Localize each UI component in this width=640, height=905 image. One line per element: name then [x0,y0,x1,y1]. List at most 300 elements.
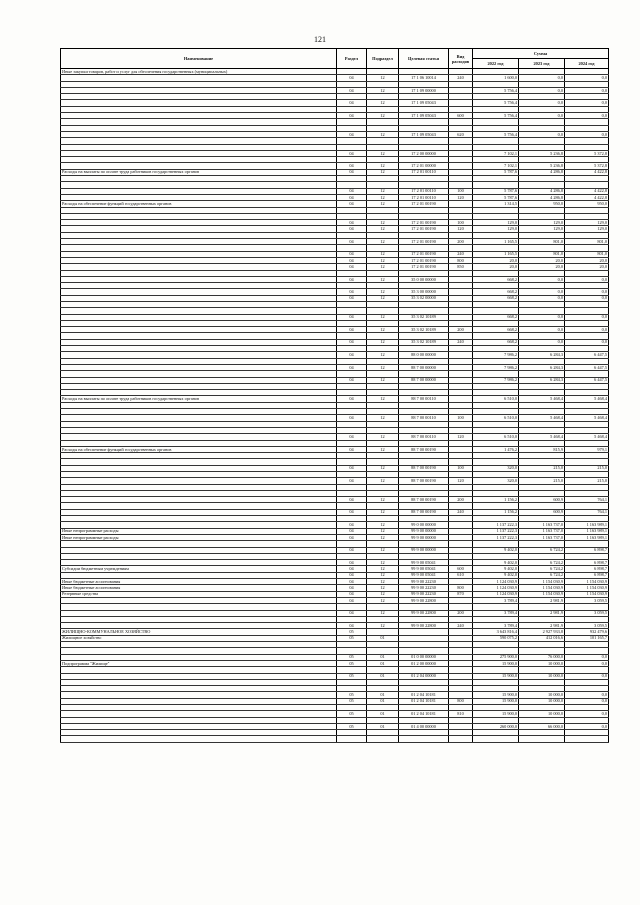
row-sum-2022: 7 986,2 [473,364,519,370]
row-subsection: 12 [367,113,399,119]
row-target-article: 35 3 00 00000 [399,289,449,295]
row-sum-2024: 6 898,7 [565,560,609,566]
row-target-article: 17 1 09 05043 [399,113,449,119]
row-section: 04 [337,257,367,263]
row-sum-2022: 1 156,2 [473,509,519,515]
row-sum-2022: 1 124 030,9 [473,585,519,591]
row-sum-2023: 4 286,8 [519,194,565,200]
row-sum-2024: 6 447,5 [565,352,609,358]
row-sum-2022: 15 900,0 [473,711,519,717]
row-expense-type [449,736,473,742]
row-sum-2024: 0,0 [565,673,609,679]
row-sum-2023: 0,0 [519,75,565,81]
row-subsection: 01 [367,654,399,660]
row-subsection: 12 [367,276,399,282]
row-target-article: 88 7 00 00190 [399,465,449,471]
row-sum-2024: 1 163 989,1 [565,528,609,534]
row-subsection: 12 [367,220,399,226]
row-sum-2023: 5 468,4 [519,415,565,421]
row-sum-2023: 801,0 [519,251,565,257]
row-subsection: 01 [367,711,399,717]
row-sum-2022: 129,0 [473,220,519,226]
row-target-article: 88 7 00 00190 [399,509,449,515]
row-subsection: 12 [367,75,399,81]
row-sum-2024: 3 059,5 [565,610,609,616]
row-expense-type: 600 [449,113,473,119]
row-sum-2022: 15 900,0 [473,698,519,704]
row-sum-2024: 0,0 [565,698,609,704]
row-target-article: 01 2 04 00000 [399,673,449,679]
row-expense-type: 600 [449,566,473,572]
row-target-article: 17 2 01 00190 [399,264,449,270]
row-section: 04 [337,194,367,200]
row-sum-2022: 9 402,0 [473,560,519,566]
row-sum-2023: 1 154 030,9 [519,591,565,597]
row-expense-type: 240 [449,251,473,257]
row-sum-2023: 215,0 [519,478,565,484]
row-subsection: 12 [367,239,399,245]
row-target-article: 88 0 00 00000 [399,352,449,358]
row-subsection: 12 [367,434,399,440]
row-sum-2022: 9 402,0 [473,572,519,578]
row-sum-2024: 0,0 [565,327,609,333]
row-sum-2022: 668,2 [473,327,519,333]
row-sum-2023: 0,0 [519,327,565,333]
row-section: 04 [337,597,367,603]
row-section: 04 [337,264,367,270]
row-expense-type: 870 [449,591,473,597]
row-sum-2022: 320,0 [473,478,519,484]
row-sum-2024: 0,0 [565,654,609,660]
row-section: 04 [337,560,367,566]
row-sum-2023: 0,0 [519,295,565,301]
row-section: 04 [337,87,367,93]
row-sum-2022: 7 102,1 [473,150,519,156]
row-sum-2023: 0,0 [519,289,565,295]
row-subsection: 01 [367,723,399,729]
row-name [61,736,337,742]
row-section: 04 [337,327,367,333]
row-sum-2022: 5 787,6 [473,188,519,194]
row-sum-2024 [565,736,609,742]
row-sum-2022: 5 756,4 [473,113,519,119]
row-sum-2022: 668,2 [473,339,519,345]
row-target-article: 17 2 01 00190 [399,201,449,207]
row-expense-type: 120 [449,226,473,232]
row-target-article: 99 9 00 22230 [399,591,449,597]
row-expense-type: 100 [449,415,473,421]
row-sum-2023: 2 927 933,8 [519,629,565,635]
row-sum-2024: 6 898,7 [565,547,609,553]
row-subsection: 12 [367,497,399,503]
row-sum-2022: 668,2 [473,314,519,320]
row-sum-2023: 0,0 [519,100,565,106]
row-sum-2023: 5 468,4 [519,396,565,402]
row-sum-2022: 275 900,0 [473,654,519,660]
row-sum-2023: 5 236,8 [519,163,565,169]
row-sum-2023: 600,9 [519,509,565,515]
row-section: 04 [337,163,367,169]
row-subsection: 12 [367,591,399,597]
row-sum-2022: 7 986,2 [473,352,519,358]
row-target-article: 99 9 00 22230 [399,585,449,591]
row-expense-type: 850 [449,264,473,270]
row-section: 05 [337,723,367,729]
row-sum-2024: 0,0 [565,113,609,119]
row-name: Иные непрограммные расходы [61,528,337,534]
row-sum-2024: 0,0 [565,276,609,282]
row-sum-2023: 1 163 737,0 [519,528,565,534]
row-target-article [399,736,449,742]
row-sum-2022: 20,0 [473,257,519,263]
row-sum-2023: 129,0 [519,226,565,232]
row-section: 04 [337,610,367,616]
row-sum-2023: 6 284,3 [519,377,565,383]
row-sum-2024: 764,1 [565,497,609,503]
table-body [61,69,609,743]
row-sum-2023: 1 154 030,9 [519,579,565,585]
header-expense-type: Вид расходов [449,49,473,69]
row-sum-2024: 1 154 030,9 [565,591,609,597]
row-subsection: 12 [367,364,399,370]
row-subsection: 12 [367,522,399,528]
row-target-article: 99 9 00 22230 [399,579,449,585]
row-subsection: 12 [367,560,399,566]
row-subsection: 12 [367,169,399,175]
row-sum-2022: 3 643 816,4 [473,629,519,635]
row-sum-2024: 4 422,8 [565,194,609,200]
row-subsection: 12 [367,131,399,137]
row-name: Иные непрограммные расходы [61,534,337,540]
row-subsection: 12 [367,352,399,358]
row-section: 04 [337,169,367,175]
row-section: 04 [337,75,367,81]
row-sum-2024: 215,0 [565,465,609,471]
row-sum-2023: 600,9 [519,497,565,503]
row-section: 04 [337,534,367,540]
row-target-article: 88 7 00 00110 [399,415,449,421]
row-name: Иные бюджетные ассигнования [61,579,337,585]
row-section: 04 [337,579,367,585]
row-sum-2022: 1 137 222,3 [473,528,519,534]
row-sum-2023: 0,0 [519,276,565,282]
row-name: Расходы на выплаты по оплате труда работников государственных органов [61,396,337,402]
row-name: Расходы на обеспечение функций государственных органов [61,446,337,452]
row-subsection: 12 [367,566,399,572]
row-sum-2022: 15 900,0 [473,692,519,698]
row-sum-2024: 5 468,4 [565,415,609,421]
row-subsection: 12 [367,163,399,169]
row-expense-type: 240 [449,339,473,345]
row-sum-2023: 412 016,6 [519,635,565,641]
row-subsection: 12 [367,201,399,207]
row-subsection: 12 [367,377,399,383]
row-sum-2023: 66 000,0 [519,723,565,729]
row-section: 04 [337,446,367,452]
row-section: 04 [337,201,367,207]
header-year-2023: 2023 год [519,59,565,69]
row-expense-type: 200 [449,239,473,245]
row-section: 04 [337,295,367,301]
row-sum-2024: 0,0 [565,289,609,295]
row-expense-type: 240 [449,509,473,515]
row-sum-2023: 801,0 [519,239,565,245]
row-target-article: 88 7 00 00000 [399,364,449,370]
row-target-article: 99 9 00 00000 [399,547,449,553]
row-sum-2022: 3 789,4 [473,597,519,603]
row-sum-2024: 0,0 [565,660,609,666]
row-section: 04 [337,364,367,370]
row-sum-2023: 10 000,0 [519,692,565,698]
row-subsection: 12 [367,547,399,553]
row-sum-2023: 4 286,8 [519,169,565,175]
header-year-2022: 2022 год [473,59,519,69]
row-section: 04 [337,339,367,345]
row-target-article: 35 3 02 10189 [399,314,449,320]
row-sum-2022: 590 075,2 [473,635,519,641]
row-sum-2024: 0,0 [565,295,609,301]
row-target-article: 88 7 00 00190 [399,497,449,503]
row-subsection: 12 [367,100,399,106]
row-subsection: 12 [367,188,399,194]
row-sum-2022: 5 787,6 [473,169,519,175]
row-sum-2022: 5 787,6 [473,194,519,200]
row-section: 04 [337,528,367,534]
row-target-article: 17 2 00 00000 [399,150,449,156]
row-sum-2024: 801,0 [565,239,609,245]
row-expense-type: 800 [449,698,473,704]
row-sum-2024: 1 154 030,9 [565,579,609,585]
row-sum-2022: 20,0 [473,264,519,270]
row-sum-2022: 1 165,5 [473,251,519,257]
row-subsection: 12 [367,314,399,320]
row-sum-2023: 2 981,9 [519,623,565,629]
row-sum-2023: 1 154 030,9 [519,585,565,591]
row-target-article: 17 2 01 00190 [399,251,449,257]
row-sum-2023: 6 724,2 [519,572,565,578]
row-sum-2024: 0,0 [565,314,609,320]
header-subsection: Подраздел [367,49,399,69]
row-expense-type: 240 [449,75,473,81]
row-target-article: 01 2 04 10181 [399,692,449,698]
row-sum-2022: 6 510,0 [473,396,519,402]
row-sum-2023: 129,0 [519,220,565,226]
row-sum-2024: 20,0 [565,257,609,263]
header-target-article: Целевая статья [399,49,449,69]
row-section: 04 [337,396,367,402]
row-subsection: 12 [367,528,399,534]
row-section: 04 [337,220,367,226]
row-section: 04 [337,585,367,591]
row-sum-2024: 6 898,7 [565,572,609,578]
header-name: Наименование [61,49,337,69]
row-section: 05 [337,673,367,679]
row-target-article: 88 7 00 00190 [399,478,449,484]
row-sum-2023: 5 236,8 [519,150,565,156]
row-subsection: 12 [367,610,399,616]
row-target-article: 88 7 00 00110 [399,434,449,440]
row-expense-type: 240 [449,623,473,629]
row-expense-type: 120 [449,478,473,484]
row-expense-type: 610 [449,572,473,578]
row-sum-2023: 6 724,2 [519,560,565,566]
row-sum-2024: 0,0 [565,131,609,137]
row-name: Иные закупки товаров, работ и услуг для обеспечения государственных (муниципальных) [61,69,337,75]
row-subsection: 01 [367,673,399,679]
row-sum-2023: 2 981,9 [519,597,565,603]
row-target-article: 17 2 01 00190 [399,220,449,226]
row-subsection: 01 [367,635,399,641]
row-sum-2024: 6 898,7 [565,566,609,572]
row-sum-2023: 10 000,0 [519,673,565,679]
row-sum-2023: 6 284,3 [519,352,565,358]
row-sum-2024: 0,0 [565,723,609,729]
row-subsection: 12 [367,597,399,603]
row-target-article: 01 2 04 10181 [399,698,449,704]
row-sum-2024: 0,0 [565,339,609,345]
row-sum-2022: 1 124 030,9 [473,579,519,585]
row-sum-2023: 6 284,3 [519,364,565,370]
row-sum-2024: 101 165,7 [565,635,609,641]
row-section: 04 [337,131,367,137]
row-name: Субсидии бюджетным учреждениям [61,566,337,572]
row-sum-2023: 0,0 [519,339,565,345]
row-target-article: 99 9 00 00000 [399,528,449,534]
budget-table [60,48,609,743]
row-section: 05 [337,660,367,666]
row-target-article: 35 3 02 10189 [399,339,449,345]
row-subsection: 12 [367,585,399,591]
row-section: 04 [337,434,367,440]
row-sum-2023: 2 981,9 [519,610,565,616]
row-target-article: 17 2 01 00190 [399,257,449,263]
row-section: 04 [337,150,367,156]
row-sum-2022: 7 102,1 [473,163,519,169]
row-sum-2022: 129,0 [473,226,519,232]
row-target-article: 99 9 00 22800 [399,597,449,603]
row-sum-2022: 15 900,0 [473,673,519,679]
row-target-article: 17 1 06 10014 [399,75,449,81]
row-sum-2023: 0,0 [519,113,565,119]
row-sum-2024: 6 447,5 [565,377,609,383]
row-sum-2024: 129,0 [565,220,609,226]
row-section: 04 [337,572,367,578]
row-subsection: 12 [367,579,399,585]
row-sum-2023: 4 286,8 [519,188,565,194]
row-target-article: 99 9 00 05041 [399,566,449,572]
row-sum-2024: 764,1 [565,509,609,515]
row-sum-2023: 10 000,0 [519,660,565,666]
row-sum-2024: 0,0 [565,87,609,93]
row-sum-2022: 1 137 222,3 [473,534,519,540]
row-sum-2024: 0,0 [565,75,609,81]
row-section: 04 [337,377,367,383]
row-sum-2023: 950,0 [519,201,565,207]
row-expense-type: 120 [449,194,473,200]
row-target-article: 88 7 00 00110 [399,396,449,402]
row-sum-2022: 9 402,0 [473,566,519,572]
row-target-article: 99 9 00 22800 [399,623,449,629]
row-expense-type: 100 [449,188,473,194]
row-sum-2024: 4 422,8 [565,169,609,175]
row-sum-2022: 668,2 [473,276,519,282]
row-subsection: 12 [367,251,399,257]
row-subsection: 12 [367,478,399,484]
row-section: 04 [337,465,367,471]
row-subsection: 12 [367,327,399,333]
row-name: ЖИЛИЩНО-КОММУНАЛЬНОЕ ХОЗЯЙСТВО [61,629,337,635]
row-subsection: 12 [367,226,399,232]
row-target-article: 88 7 00 00000 [399,377,449,383]
row-subsection: 01 [367,698,399,704]
row-sum-2022: 1 600,0 [473,75,519,81]
row-target-article: 17 2 01 00190 [399,226,449,232]
row-section: 04 [337,415,367,421]
row-subsection: 12 [367,150,399,156]
row-sum-2024: 5 372,8 [565,163,609,169]
row-expense-type: 100 [449,220,473,226]
row-section: 05 [337,629,367,635]
row-expense-type: 120 [449,434,473,440]
row-target-article: 17 2 01 00110 [399,188,449,194]
row-section: 04 [337,352,367,358]
row-target-article: 01 2 00 00000 [399,660,449,666]
row-sum-2022: 668,2 [473,289,519,295]
row-target-article: 35 3 02 10189 [399,327,449,333]
row-target-article: 35 3 02 00000 [399,295,449,301]
row-sum-2023: 0,0 [519,87,565,93]
row-sum-2022: 6 510,0 [473,415,519,421]
row-sum-2023: 815,9 [519,446,565,452]
row-sum-2022: 3 789,4 [473,623,519,629]
row-section: 04 [337,289,367,295]
row-sum-2024: 1 163 989,1 [565,534,609,540]
row-sum-2022: 1 476,2 [473,446,519,452]
row-sum-2024: 979,1 [565,446,609,452]
row-section: 04 [337,226,367,232]
row-sum-2024: 950,0 [565,201,609,207]
row-sum-2022: 320,0 [473,465,519,471]
row-subsection: 01 [367,660,399,666]
row-subsection: 12 [367,339,399,345]
row-subsection: 12 [367,264,399,270]
row-target-article: 17 2 01 00190 [399,239,449,245]
row-sum-2023: 6 724,2 [519,566,565,572]
row-section: 04 [337,591,367,597]
row-target-article: 17 2 01 00000 [399,163,449,169]
row-sum-2024: 932 479,6 [565,629,609,635]
row-target-article: 17 1 09 05043 [399,100,449,106]
row-target-article: 17 2 01 00110 [399,169,449,175]
row-sum-2024: 5 372,8 [565,150,609,156]
row-sum-2023: 1 163 737,0 [519,522,565,528]
row-target-article: 01 0 00 00000 [399,654,449,660]
row-sum-2024: 20,0 [565,264,609,270]
row-sum-2024: 6 447,5 [565,364,609,370]
row-subsection: 12 [367,465,399,471]
row-expense-type: 810 [449,711,473,717]
row-section: 04 [337,497,367,503]
row-expense-type: 800 [449,257,473,263]
header-sum: Сумма [473,49,609,59]
row-name: Иные бюджетные ассигнования [61,585,337,591]
row-sum-2024: 1 154 030,9 [565,585,609,591]
row-section: 04 [337,566,367,572]
row-subsection: 12 [367,509,399,515]
row-target-article: 17 2 01 00110 [399,194,449,200]
row-subsection: 12 [367,534,399,540]
row-target-article: 01 2 04 10181 [399,711,449,717]
